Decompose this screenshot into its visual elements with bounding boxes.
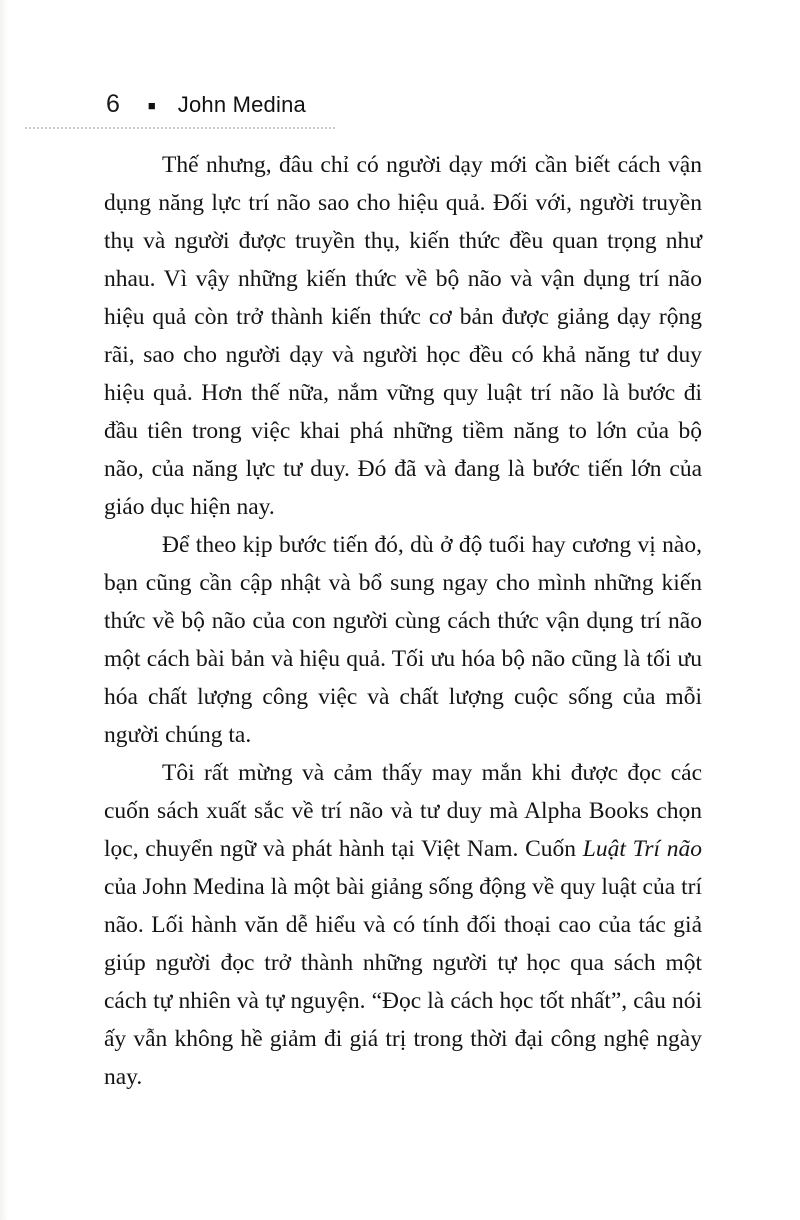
page-number: 6	[106, 90, 120, 118]
paragraph-text: của John Medina là một bài giảng sống động về quy luật của trí não. Lối hành văn dễ hiểu và có tính đối thoại cao của tác giả giúp người đọc trở thành những người tự học qua sách một cách tự nhiên và tự nguyện. “Đọc là cách học tốt nhất”, câu nói ấy vẫn không hề giảm đi giá trị trong thời đại công nghệ ngày nay.	[104, 874, 702, 1090]
paragraph-text: Tôi rất mừng và cảm thấy may mắn khi được đọc các cuốn sách xuất sắc về trí não và tư duy mà Alpha Books chọn lọc, chuyển ngữ và phát hành tại Việt Nam. Cuốn	[104, 760, 702, 862]
square-bullet-icon: ■	[147, 98, 156, 113]
book-title-italic: Luật Trí não	[582, 836, 702, 862]
scan-edge-shading	[0, 0, 8, 1220]
paragraph	[104, 754, 702, 1096]
page-header	[106, 92, 306, 117]
paragraph	[104, 526, 702, 754]
header-dotted-rule	[25, 127, 335, 129]
running-header-author: John Medina	[177, 91, 306, 117]
page-body	[104, 146, 702, 1096]
paragraph-text: Để theo kịp bước tiến đó, dù ở độ tuổi hay cương vị nào, bạn cũng cần cập nhật và bổ sung ngay cho mình những kiến thức về bộ não của con người cùng cách thức vận dụng trí não một cách bài bản và hiệu quả. Tối ưu hóa bộ não cũng là tối ưu hóa chất lượng công việc và chất lượng cuộc sống của mỗi người chúng ta.	[104, 532, 702, 748]
paragraph-text: Thế nhưng, đâu chỉ có người dạy mới cần biết cách vận dụng năng lực trí não sao cho hiệu quả. Đối với, người truyền thụ và người được truyền thụ, kiến thức đều quan trọng như nhau. Vì vậy những kiến thức về bộ não và vận dụng trí não hiệu quả còn trở thành kiến thức cơ bản được giảng dạy rộng rãi, sao cho người dạy và người học đều có khả năng tư duy hiệu quả. Hơn thế nữa, nắm vững quy luật trí não là bước đi đầu tiên trong việc khai phá những tiềm năng to lớn của bộ não, của năng lực tư duy. Đó đã và đang là bước tiến lớn của giáo dục hiện nay.	[104, 152, 702, 520]
paragraph	[104, 146, 702, 526]
